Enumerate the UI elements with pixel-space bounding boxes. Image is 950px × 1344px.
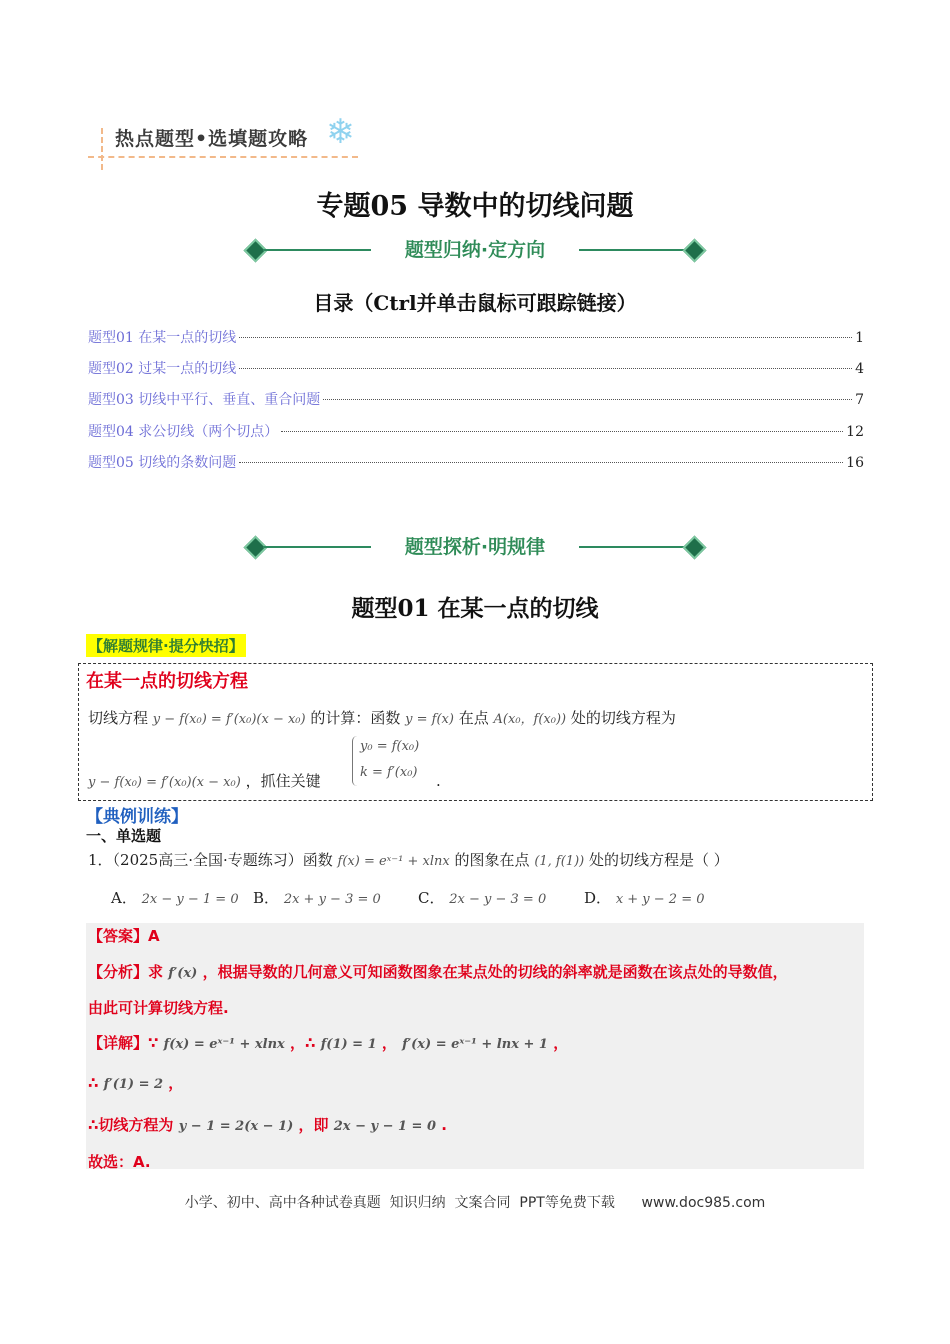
banner-line (263, 546, 371, 548)
detail-text: ，∴ (290, 1034, 316, 1052)
detail-label: 【详解】∵ (88, 1034, 159, 1052)
toc-item-label[interactable]: 题型02 过某一点的切线 (88, 361, 237, 377)
header-decoration-hline (88, 156, 358, 158)
analysis-text-2: 由此可计算切线方程. (88, 999, 229, 1017)
formula: f(x) = eˣ⁻¹ + xlnx (163, 1037, 285, 1052)
final-answer: 故选：A. (88, 1153, 151, 1171)
detail-text: ，即 (298, 1116, 329, 1134)
toc-item-label[interactable]: 题型04 求公切线（两个切点） (88, 424, 279, 440)
detail-line-3 (88, 1114, 447, 1135)
analysis-label: 【分析】求 (88, 963, 164, 981)
detail-text: . (441, 1116, 447, 1134)
toc-item[interactable] (88, 452, 864, 472)
rule-text: ，抓住关键 (245, 772, 321, 790)
section-title: 题型01 在某一点的切线 (351, 595, 599, 622)
toc-item-label[interactable]: 题型05 切线的条数问题 (88, 455, 237, 471)
banner-label: 题型探析·明规律 (404, 536, 546, 558)
option-d (584, 887, 705, 908)
toc-item-page: 12 (846, 424, 864, 440)
option-c (418, 887, 546, 908)
question-1 (88, 849, 729, 870)
toc-item[interactable] (88, 421, 864, 441)
detail-line-1 (88, 1032, 568, 1053)
rule-text: 的计算：函数 (310, 709, 401, 727)
toc-item[interactable] (88, 327, 864, 347)
formula: f(1) = 1 (320, 1037, 377, 1052)
question-text: 处的切线方程是（ ） (589, 851, 729, 869)
header-badge: 热点题型•选填题攻略 (115, 128, 309, 150)
toc-leader (239, 462, 843, 463)
rule-text: . (436, 772, 441, 790)
detail-text: ∴切线方程为 (88, 1116, 174, 1134)
toc-leader (281, 431, 843, 432)
formula: A(x₀，f(x₀)) (493, 712, 567, 727)
answer-label: 【答案】A (88, 927, 160, 945)
option-key: A． (111, 889, 137, 907)
toc-leader (239, 368, 852, 369)
option-key: C． (418, 889, 445, 907)
rule-text: 切线方程 (88, 709, 149, 727)
section-banner-1 (245, 237, 705, 263)
formula: f′(x) = eˣ⁻¹ + lnx + 1 (402, 1037, 548, 1052)
banner-label: 题型归纳·定方向 (404, 239, 546, 261)
option-value: x + y − 2 = 0 (615, 892, 705, 907)
option-value: 2x − y − 3 = 0 (449, 892, 547, 907)
detail-text: ， (168, 1074, 184, 1092)
toc-item-page: 4 (855, 361, 864, 377)
banner-line (579, 546, 687, 548)
toc-title: 目录（Ctrl并单击鼠标可跟踪链接） (313, 291, 637, 315)
tip-label: 【解题规律·提分快招】 (86, 634, 246, 657)
formula: f′(1) = 2 (103, 1077, 164, 1092)
question-text: 1．（2025高三·全国·专题练习）函数 (88, 851, 333, 869)
snowflake-icon: ❄ (326, 112, 355, 152)
option-b (253, 887, 381, 908)
banner-line (579, 249, 687, 251)
system-eq-1: y₀ = f(x₀) (360, 739, 420, 754)
detail-line-2 (88, 1072, 183, 1093)
detail-text: ∴ (88, 1074, 99, 1092)
section-banner-2 (245, 534, 705, 560)
toc-item-page: 7 (855, 392, 864, 408)
diamond-icon (682, 535, 706, 559)
rule-line-1 (88, 707, 676, 728)
diamond-icon (682, 238, 706, 262)
footer-text: 小学、初中、高中各种试卷真题 知识归纳 文案合同 PPT等免费下载 www.doc985.com (184, 1195, 766, 1211)
option-value: 2x − y − 1 = 0 (141, 892, 239, 907)
rule-heading: 在某一点的切线方程 (86, 671, 248, 692)
toc-item-label[interactable]: 题型01 在某一点的切线 (88, 330, 237, 346)
rule-text: 处的切线方程为 (570, 709, 676, 727)
option-key: D． (584, 889, 612, 907)
toc-item-label[interactable]: 题型03 切线中平行、垂直、重合问题 (88, 392, 321, 408)
formula: f′(x) (168, 966, 198, 981)
toc-leader (239, 337, 852, 338)
toc-item-page: 16 (846, 455, 864, 471)
detail-text: ， (381, 1034, 397, 1052)
part-label: 一、单选题 (86, 827, 162, 845)
banner-line (263, 249, 371, 251)
rule-text: 在点 (458, 709, 489, 727)
analysis-line (88, 961, 788, 982)
question-text: 的图象在点 (454, 851, 530, 869)
toc-item[interactable] (88, 389, 864, 409)
toc-leader (323, 399, 852, 400)
example-label: 【典例训练】 (86, 807, 188, 827)
rule-line-2 (88, 770, 321, 791)
formula: 2x − y − 1 = 0 (333, 1119, 437, 1134)
detail-text: ， (553, 1034, 569, 1052)
header-decoration-vline (101, 128, 103, 170)
analysis-text: ，根据导数的几何意义可知函数图象在某点处的切线的斜率就是函数在该点处的导数值， (202, 963, 788, 981)
formula: y − f(x₀) = f′(x₀)(x − x₀) (88, 775, 241, 790)
formula: y = f(x) (405, 712, 454, 727)
option-value: 2x + y − 3 = 0 (283, 892, 381, 907)
formula: f(x) = eˣ⁻¹ + xlnx (337, 854, 450, 869)
formula: y − 1 = 2(x − 1) (178, 1119, 294, 1134)
option-key: B． (253, 889, 280, 907)
toc-item-page: 1 (855, 330, 864, 346)
formula: y − f(x₀) = f′(x₀)(x − x₀) (152, 712, 306, 727)
formula: (1, f(1)) (534, 854, 585, 869)
system-eq-2: k = f′(x₀) (360, 765, 418, 780)
toc-item[interactable] (88, 358, 864, 378)
document-title: 专题05 导数中的切线问题 (316, 191, 634, 222)
option-a (111, 887, 239, 908)
brace-icon (352, 736, 357, 786)
